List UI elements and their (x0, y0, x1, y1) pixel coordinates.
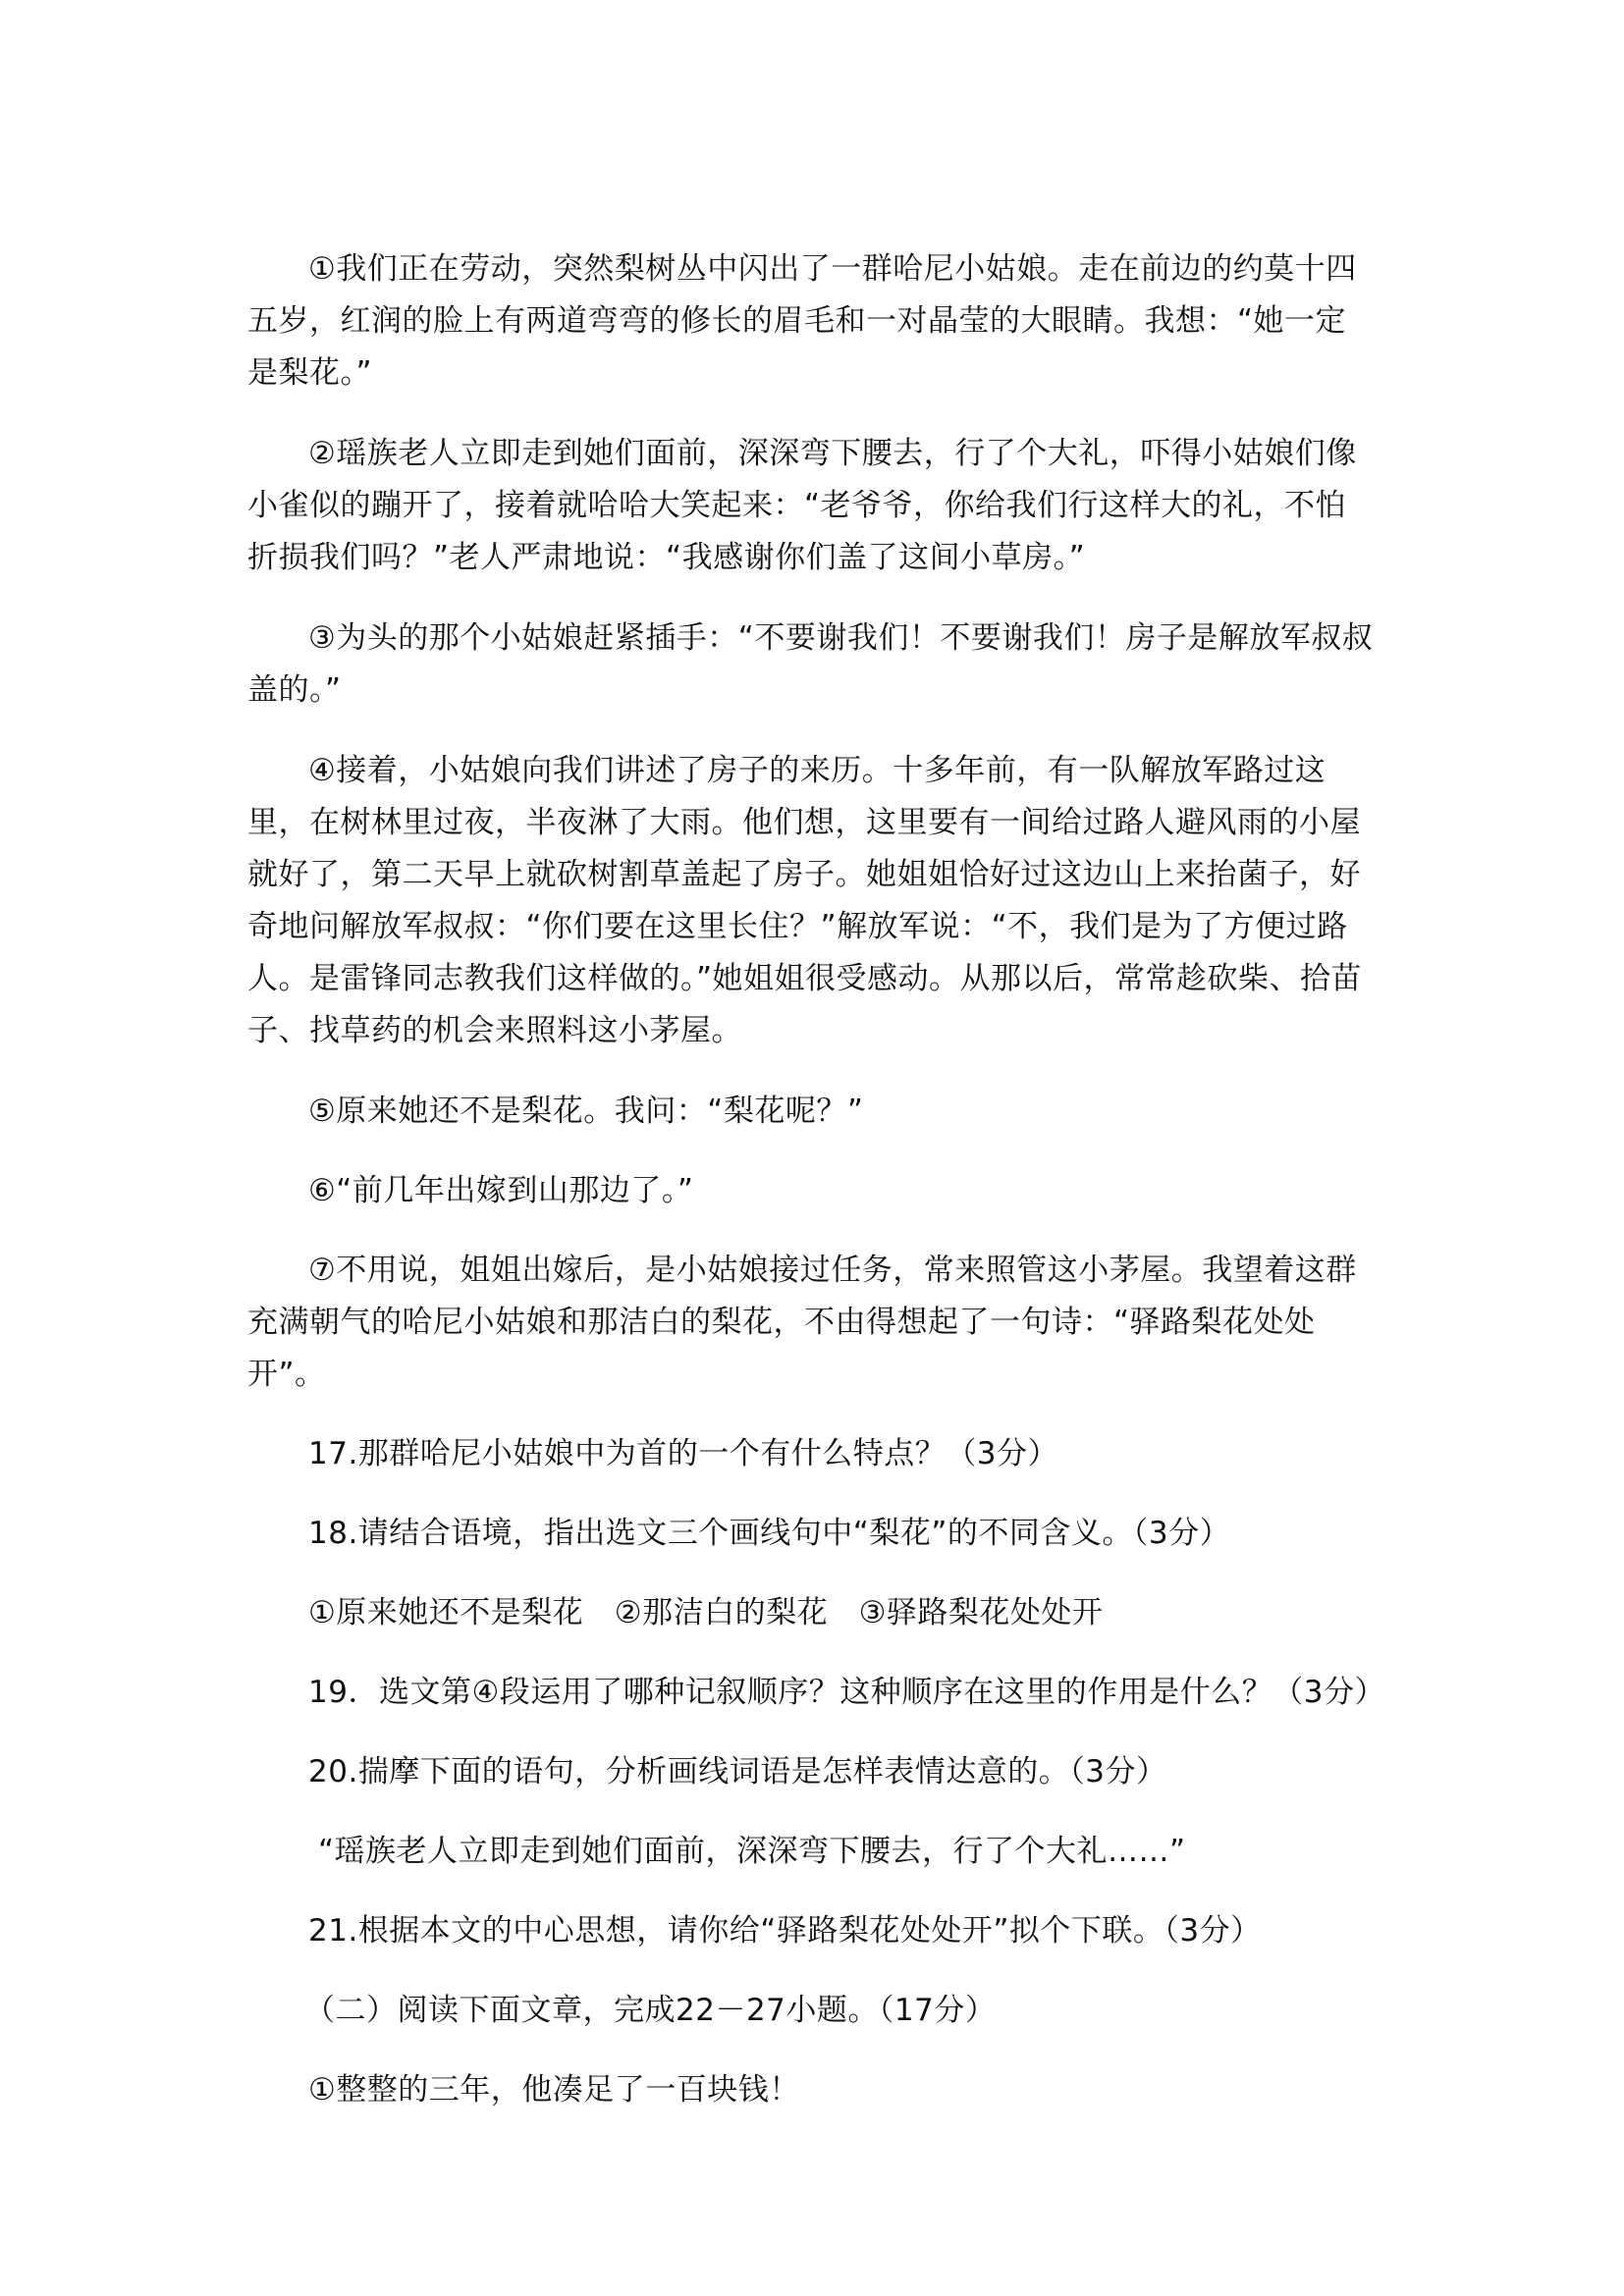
passage-paragraph-3: ③为头的那个小姑娘赶紧插手：“不要谢我们！不要谢我们！房子是解放军叔叔盖的。” (247, 620, 1374, 708)
passage-paragraph-7: ⑦不用说，姐姐出嫁后，是小姑娘接过任务，常来照管这小茅屋。我望着这群充满朝气的哈尼小姑娘和那洁白的梨花，不由得想起了一句诗：“驿路梨花处处开”。 (247, 1253, 1357, 1392)
section-2-heading: （二）阅读下面文章，完成22－27小题。（17分） (304, 1993, 997, 2028)
passage-paragraph-6: ⑥“前几年出嫁到山那边了。” (308, 1173, 694, 1208)
passage-paragraph-2: ②瑶族老人立即走到她们面前，深深弯下腰去，行了个大礼，吓得小姑娘们像小雀似的蹦开了，接着就哈哈大笑起来：“老爷爷，你给我们行这样大的礼，不怕折损我们吗？”老人严肃地说：“我感谢你们盖了这间小草房。” (247, 436, 1357, 575)
section-2-paragraph-1: ①整整的三年，他凑足了一百块钱！ (308, 2072, 800, 2108)
document-page (247, 243, 1385, 2144)
passage-paragraph-1: ①我们正在劳动，突然梨树丛中闪出了一群哈尼小姑娘。走在前边的约莫十四五岁，红润的脸上有两道弯弯的修长的眉毛和一对晶莹的大眼睛。我想：“她一定是梨花。” (247, 251, 1357, 391)
question-18-options: ①原来她还不是梨花 ②那洁白的梨花 ③驿路梨花处处开 (308, 1595, 1104, 1630)
question-17: 17.那群哈尼小姑娘中为首的一个有什么特点？（3分） (308, 1436, 1059, 1471)
question-21: 21.根据本文的中心思想，请你给“驿路梨花处处开”拟个下联。（3分） (308, 1913, 1262, 1949)
question-19: 19．选文第④段运用了哪种记叙顺序？这种顺序在这里的作用是什么？（3分） (308, 1675, 1385, 1710)
question-20-quote: “瑶族老人立即走到她们面前，深深弯下腰去，行了个大礼……” (318, 1834, 1186, 1869)
question-18: 18.请结合语境，指出选文三个画线句中“梨花”的不同含义。（3分） (308, 1516, 1231, 1551)
question-20: 20.揣摩下面的语句，分析画线词语是怎样表情达意的。（3分） (308, 1754, 1167, 1789)
passage-paragraph-5: ⑤原来她还不是梨花。我问：“梨花呢？” (308, 1094, 864, 1129)
passage-paragraph-4: ④接着，小姑娘向我们讲述了房子的来历。十多年前，有一队解放军路过这里，在树林里过夜，半夜淋了大雨。他们想，这里要有一间给过路人避风雨的小屋就好了，第二天早上就砍树割草盖起了房子。她姐姐恰好过这边山上来抬菌子，好奇地问解放军叔叔：“你们要在这里长住？”解放军说：“不，我们是为了方便过路人。是雷锋同志教我们这样做的。”她姐姐很受感动。从那以后，常常趁砍柴、拾苗子、找草药的机会来照料这小茅屋。 (247, 753, 1363, 1048)
